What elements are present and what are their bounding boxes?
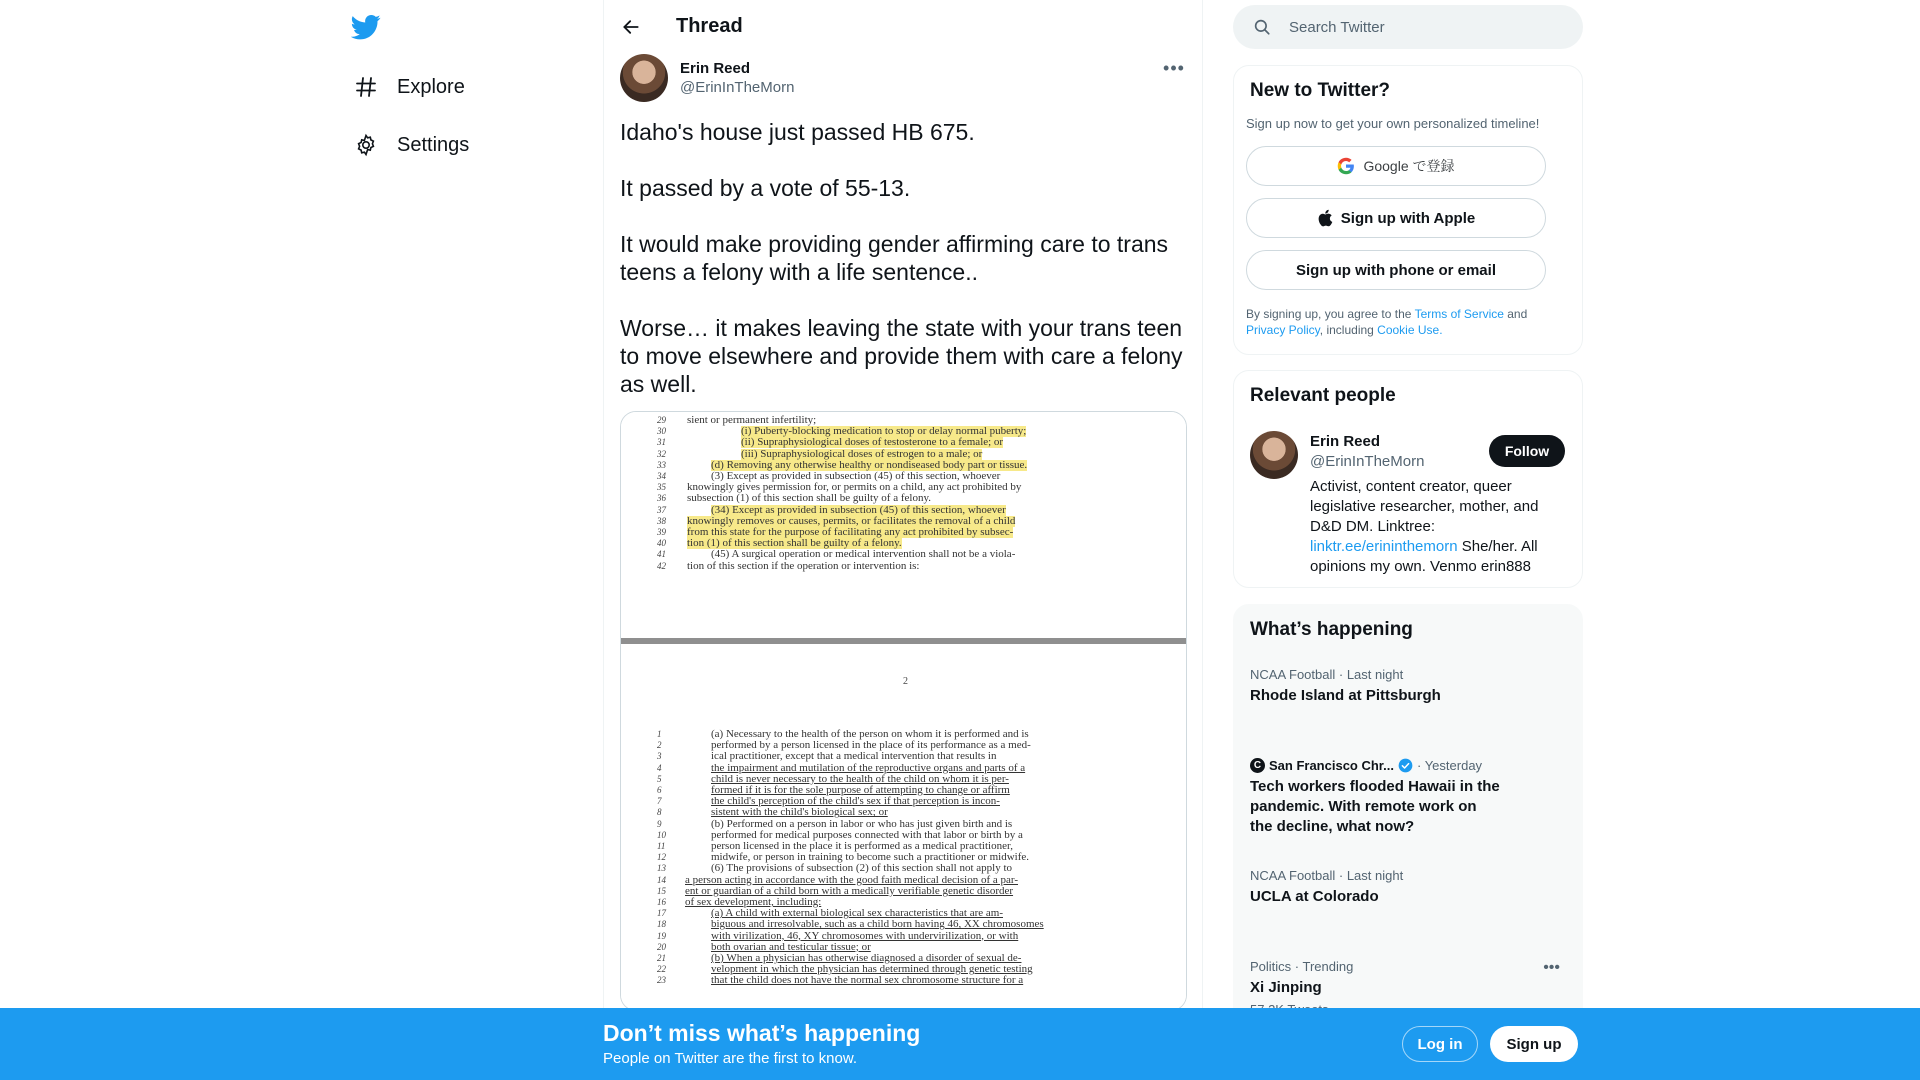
document-line: (45) A surgical operation or medical intervention shall not be a viola- <box>711 548 1016 561</box>
privacy-link[interactable]: Privacy Policy <box>1246 323 1320 337</box>
document-line: (a) A child with external biological sex characteristics that are am- <box>711 907 1003 920</box>
document-line: both ovarian and testicular tissue; or <box>711 940 871 953</box>
person-name[interactable]: Erin Reed <box>1310 433 1381 450</box>
google-icon <box>1337 157 1355 175</box>
document-line: velopment in which the physician has determined through genetic testing <box>711 963 1033 976</box>
trend-title: Tech workers flooded Hawaii in the pandemic. With remote work on the decline, what now? <box>1250 778 1500 835</box>
line-number: 2 <box>657 740 662 751</box>
document-line: knowingly removes or causes, permits, or facilitates the removal of a child <box>687 514 1016 527</box>
line-number: 38 <box>657 515 666 526</box>
card-title: New to Twitter? <box>1250 80 1391 101</box>
document-line: tion (1) of this section shall be guilty of a felony. <box>687 537 902 550</box>
trend-time: · Yesterday <box>1417 758 1483 773</box>
trend-title: Rhode Island at Pittsburgh <box>1250 687 1441 704</box>
author-handle[interactable]: @ErinInTheMorn <box>680 79 795 96</box>
document-line: sient or permanent infertility; <box>687 414 817 426</box>
line-number: 4 <box>657 762 662 773</box>
document-line: (a) Necessary to the health of the person on whom it is performed and is <box>711 728 1029 740</box>
tweet-paragraph: It passed by a vote of 55-13. <box>620 175 911 201</box>
back-button[interactable] <box>614 10 648 44</box>
line-number: 9 <box>657 818 662 829</box>
document-line: (ii) Supraphysiological doses of testosterone to a female; or <box>741 436 1004 449</box>
tweet-paragraph: Idaho's house just passed HB 675. <box>620 119 975 145</box>
line-number: 6 <box>657 785 662 795</box>
google-signup-label: Google で登録 <box>1363 158 1455 174</box>
line-number: 17 <box>657 908 666 919</box>
search-bar[interactable] <box>1233 5 1583 49</box>
line-number: 41 <box>657 549 666 560</box>
login-button[interactable]: Log in <box>1402 1026 1478 1062</box>
document-line: performed for medical purposes connected with that labor or birth by a <box>711 828 1023 841</box>
tweet-paragraph: It would make providing gender affirming care to trans teens a felony with a life sentence.. <box>620 231 1169 285</box>
document-line: from this state for the purpose of facilitating any act prohibited by subsec- <box>687 526 1014 538</box>
relevant-people-card <box>1233 370 1583 588</box>
document-line: (b) Performed on a person in labor or who has just given birth and is <box>711 817 1013 830</box>
document-line: of sex development, including: <box>685 896 822 908</box>
line-number: 7 <box>657 796 662 807</box>
document-line: (d) Removing any otherwise healthy or nondiseased body part or tissue. <box>711 458 1028 471</box>
trend-title: UCLA at Colorado <box>1250 888 1379 905</box>
document-line: formed if it is for the sole purpose of attempting to change or affirm <box>711 784 1010 796</box>
page-title: Thread <box>676 15 743 37</box>
more-options-button[interactable]: ••• <box>1543 959 1560 976</box>
trend-item[interactable] <box>1250 868 1570 907</box>
line-number: 29 <box>657 415 666 425</box>
verified-badge-icon <box>1398 758 1413 773</box>
document-line: tion of this section if the operation or intervention is: <box>687 559 920 572</box>
line-number: 16 <box>657 897 666 907</box>
arrow-left-icon <box>621 17 641 37</box>
line-number: 33 <box>657 459 666 470</box>
person-bio: Activist, content creator, queer legislative researcher, mother, and D&D DM. Linktree: linktr.ee/erininthemorn She/her. All opinions my own. Venmo erin888 <box>1310 478 1539 575</box>
more-options-button[interactable] <box>1160 58 1188 78</box>
document-line: (b) When a physician has otherwise diagnosed a disorder of sexual de- <box>711 952 1022 964</box>
legal-text: By signing up, you agree to the Terms of Service and Privacy Policy, including Cookie Use. <box>1246 307 1528 337</box>
document-line: (i) Puberty-blocking medication to stop or delay normal puberty; <box>741 425 1027 438</box>
line-number: 11 <box>657 841 666 851</box>
line-number: 42 <box>657 560 666 571</box>
document-page-1 <box>621 412 1187 638</box>
line-number: 34 <box>657 471 666 481</box>
trend-item[interactable] <box>1250 667 1570 706</box>
card-title: What’s happening <box>1250 619 1413 640</box>
document-line: a person acting in accordance with the good faith medical decision of a par- <box>685 873 1019 886</box>
line-number: 22 <box>657 964 666 975</box>
apple-signup-button[interactable] <box>1246 198 1546 238</box>
line-number: 12 <box>657 852 666 863</box>
person-handle[interactable]: @ErinInTheMorn <box>1310 453 1425 470</box>
document-line: (6) The provisions of subsection (2) of this section shall not apply to <box>711 862 1013 875</box>
document-line: ent or guardian of a child born with a medically verifiable genetic disorder <box>685 884 1014 897</box>
line-number: 5 <box>657 773 662 784</box>
line-number: 15 <box>657 885 666 896</box>
tweet-image[interactable] <box>620 411 1187 1011</box>
search-icon <box>1253 18 1271 36</box>
tweet-author <box>620 54 794 102</box>
terms-link[interactable]: Terms of Service <box>1414 307 1504 321</box>
trend-item[interactable] <box>1250 758 1570 837</box>
nav-settings[interactable] <box>351 125 469 165</box>
document-line: (34) Except as provided in subsection (45) of this section, whoever <box>711 503 1006 516</box>
line-number: 21 <box>657 953 666 963</box>
line-number: 39 <box>657 527 666 537</box>
trend-meta: Politics · Trending <box>1250 959 1354 974</box>
line-number: 40 <box>657 538 666 549</box>
document-line: the impairment and mutilation of the reproductive organs and parts of a <box>711 761 1026 774</box>
new-to-twitter-card <box>1233 65 1583 355</box>
line-number: 1 <box>657 729 662 739</box>
document-line: that the child does not have the normal sex chromosome structure for a <box>711 974 1024 987</box>
line-number: 32 <box>657 448 666 459</box>
line-number: 31 <box>657 437 666 448</box>
follow-button[interactable]: Follow <box>1489 435 1565 467</box>
nav-explore[interactable] <box>351 67 465 107</box>
document-line: with virilization, 46, XY chromosomes with undervirilization, or with <box>711 929 1019 942</box>
document-page-2 <box>621 644 1187 1011</box>
apple-signup-label: Sign up with Apple <box>1340 209 1476 227</box>
card-title: Relevant people <box>1250 385 1396 406</box>
document-line: the child's perception of the child's sex if that perception is incon- <box>711 795 1000 808</box>
signup-banner <box>0 1008 1920 1080</box>
avatar[interactable] <box>1250 431 1298 479</box>
phone-email-signup-label: Sign up with phone or email <box>1295 261 1496 279</box>
twitter-bird-icon[interactable] <box>351 12 383 44</box>
line-number: 23 <box>657 975 666 986</box>
document-line: ical practitioner, except that a medical intervention that results in <box>711 750 997 763</box>
trend-meta: NCAA Football · Last night <box>1250 667 1404 682</box>
ellipsis-icon: ••• <box>1163 58 1185 78</box>
nav-explore-label: Explore <box>397 75 465 98</box>
thread-header <box>604 0 1204 53</box>
trend-meta: NCAA Football · Last night <box>1250 868 1404 883</box>
line-number: 19 <box>657 930 666 941</box>
news-source-icon: C <box>1250 758 1265 773</box>
linktree-link[interactable]: linktr.ee/erininthemorn <box>1310 538 1458 555</box>
line-number: 13 <box>657 863 666 874</box>
banner-title: Don’t miss what’s happening <box>603 1020 921 1046</box>
hashtag-icon <box>351 72 381 102</box>
google-signup-button[interactable] <box>1246 146 1546 186</box>
document-line: child is never necessary to the health of the child on whom it is per- <box>711 772 1009 785</box>
line-number: 3 <box>657 751 662 762</box>
phone-email-signup-button[interactable] <box>1246 250 1546 290</box>
document-line: performed by a person licensed in the place of its performance as a med- <box>711 739 1031 752</box>
line-number: 30 <box>657 426 666 437</box>
card-subtitle: Sign up now to get your own personalized timeline! <box>1246 116 1540 131</box>
document-line: person licensed in the place it is performed as a medical practitioner, <box>711 840 1013 852</box>
search-input[interactable] <box>1289 5 1569 49</box>
page-number: 2 <box>903 676 908 687</box>
document-line: (3) Except as provided in subsection (45) of this section, whoever <box>711 470 1001 482</box>
tweet-text <box>620 118 1190 426</box>
cookie-link[interactable]: Cookie Use. <box>1377 323 1443 337</box>
line-number: 37 <box>657 504 666 515</box>
gear-icon <box>351 130 381 160</box>
line-number: 8 <box>657 807 662 818</box>
trend-meta <box>1250 758 1570 773</box>
line-number: 35 <box>657 482 666 493</box>
trend-title: Xi Jinping <box>1250 979 1322 996</box>
line-number: 14 <box>657 874 666 885</box>
document-line: biguous and irresolvable, such as a child born having 46, XX chromosomes <box>711 918 1044 931</box>
nav-settings-label: Settings <box>397 133 470 156</box>
apple-icon <box>1317 209 1333 227</box>
document-line: subsection (1) of this section shall be guilty of a felony. <box>687 492 931 505</box>
tweet-paragraph: Worse… it makes leaving the state with your trans teen to move elsewhere and provide them with care a felony as well. <box>620 315 1183 397</box>
document-line: knowingly gives permission for, or permits on a child, any act prohibited by <box>687 481 1022 494</box>
banner-subtitle: People on Twitter are the first to know. <box>603 1050 858 1067</box>
document-line: (iii) Supraphysiological doses of estrogen to a male; or <box>741 447 983 460</box>
line-number: 20 <box>657 941 666 952</box>
line-number: 36 <box>657 493 666 504</box>
author-name[interactable]: Erin Reed <box>680 60 751 77</box>
line-number: 10 <box>657 829 666 840</box>
thread-column <box>603 0 1203 1080</box>
line-number: 18 <box>657 919 666 930</box>
document-line: midwife, or person in training to become such a practitioner or midwife. <box>711 851 1029 864</box>
avatar[interactable] <box>620 54 668 102</box>
signup-button[interactable]: Sign up <box>1490 1026 1578 1062</box>
document-line: sistent with the child's biological sex; or <box>711 806 888 819</box>
news-source-name: San Francisco Chr... <box>1269 758 1394 773</box>
